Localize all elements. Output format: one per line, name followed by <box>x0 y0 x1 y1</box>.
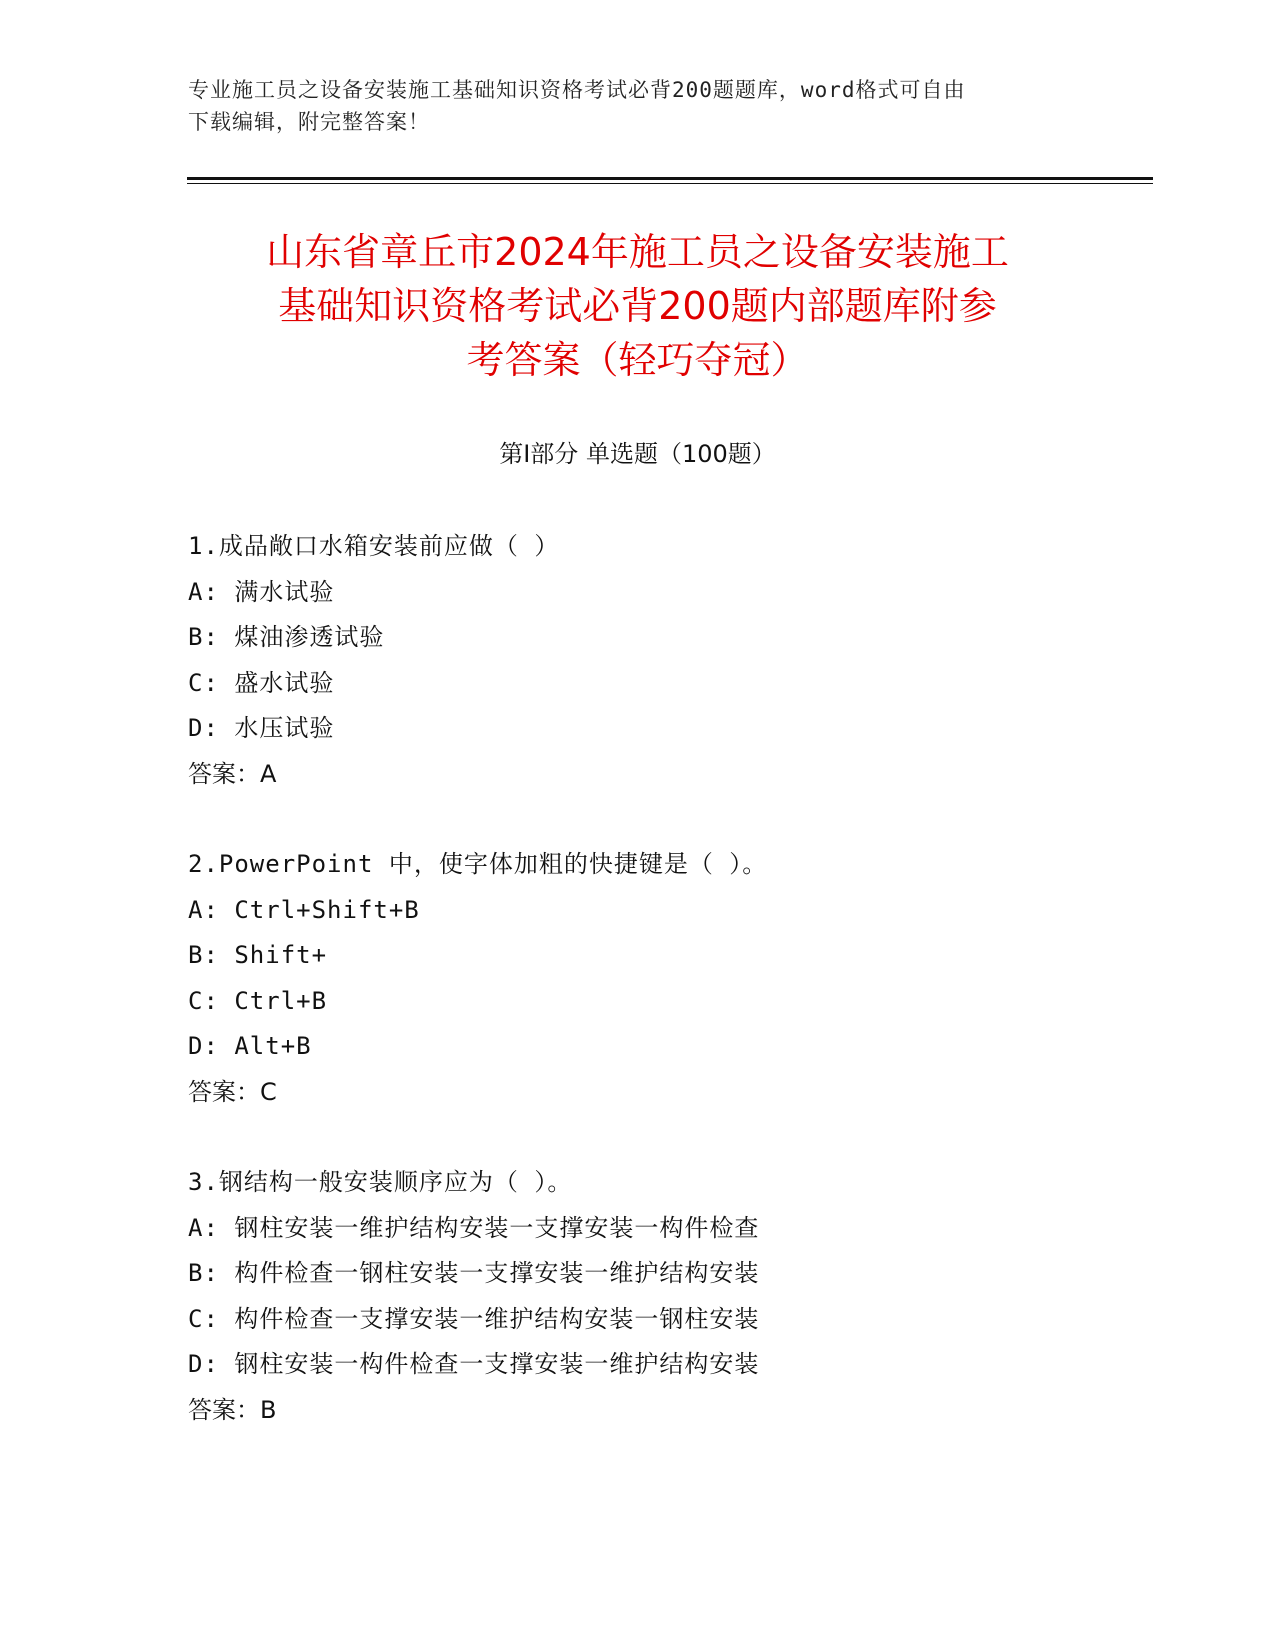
option-d: D: 水压试验 <box>188 714 335 742</box>
section-title: 第I部分 单选题（100题） <box>499 440 776 468</box>
option-a: A: Ctrl+Shift+B <box>188 895 420 924</box>
question-3 <box>188 1160 1148 1433</box>
question-stem: 2.PowerPoint 中，使字体加粗的快捷键是（ ）。 <box>188 850 768 878</box>
answer-line: 答案：C <box>188 1077 277 1106</box>
option-b: B: Shift+ <box>188 941 328 969</box>
option-a: A: 钢柱安装一维护结构安装一支撑安装一构件检查 <box>188 1213 760 1242</box>
header-divider-thick <box>187 177 1153 180</box>
question-2 <box>188 842 1148 1115</box>
question-stem: 3.钢结构一般安装顺序应为（ ）。 <box>188 1168 573 1196</box>
document-title-line-2: 基础知识资格考试必背200题内部题库附参 <box>278 284 997 328</box>
option-b: B: 构件检查一钢柱安装一支撑安装一维护结构安装 <box>188 1259 760 1287</box>
question-1 <box>188 524 1148 797</box>
document-title-line-3: 考答案（轻巧夺冠） <box>466 338 809 382</box>
header-note-line-1: 专业施工员之设备安装施工基础知识资格考试必背200题题库，word格式可自由 <box>188 78 966 102</box>
answer-line: 答案：B <box>188 1395 277 1424</box>
option-b: B: 煤油渗透试验 <box>188 623 385 651</box>
option-d: D: 钢柱安装一构件检查一支撑安装一维护结构安装 <box>188 1350 760 1378</box>
option-c: C: 盛水试验 <box>188 668 335 697</box>
answer-line: 答案：A <box>188 759 277 788</box>
option-d: D: Alt+B <box>188 1032 312 1060</box>
header-note-line-2: 下载编辑，附完整答案！ <box>188 110 430 134</box>
option-c: C: Ctrl+B <box>188 986 328 1015</box>
question-stem: 1.成品敞口水箱安装前应做（ ） <box>188 532 560 560</box>
header-divider-thin <box>187 183 1153 184</box>
option-c: C: 构件检查一支撑安装一维护结构安装一钢柱安装 <box>188 1304 760 1333</box>
document-title <box>160 225 1115 387</box>
option-a: A: 满水试验 <box>188 577 335 606</box>
header-note <box>188 74 1068 138</box>
document-title-line-1: 山东省章丘市2024年施工员之设备安装施工 <box>266 230 1009 274</box>
